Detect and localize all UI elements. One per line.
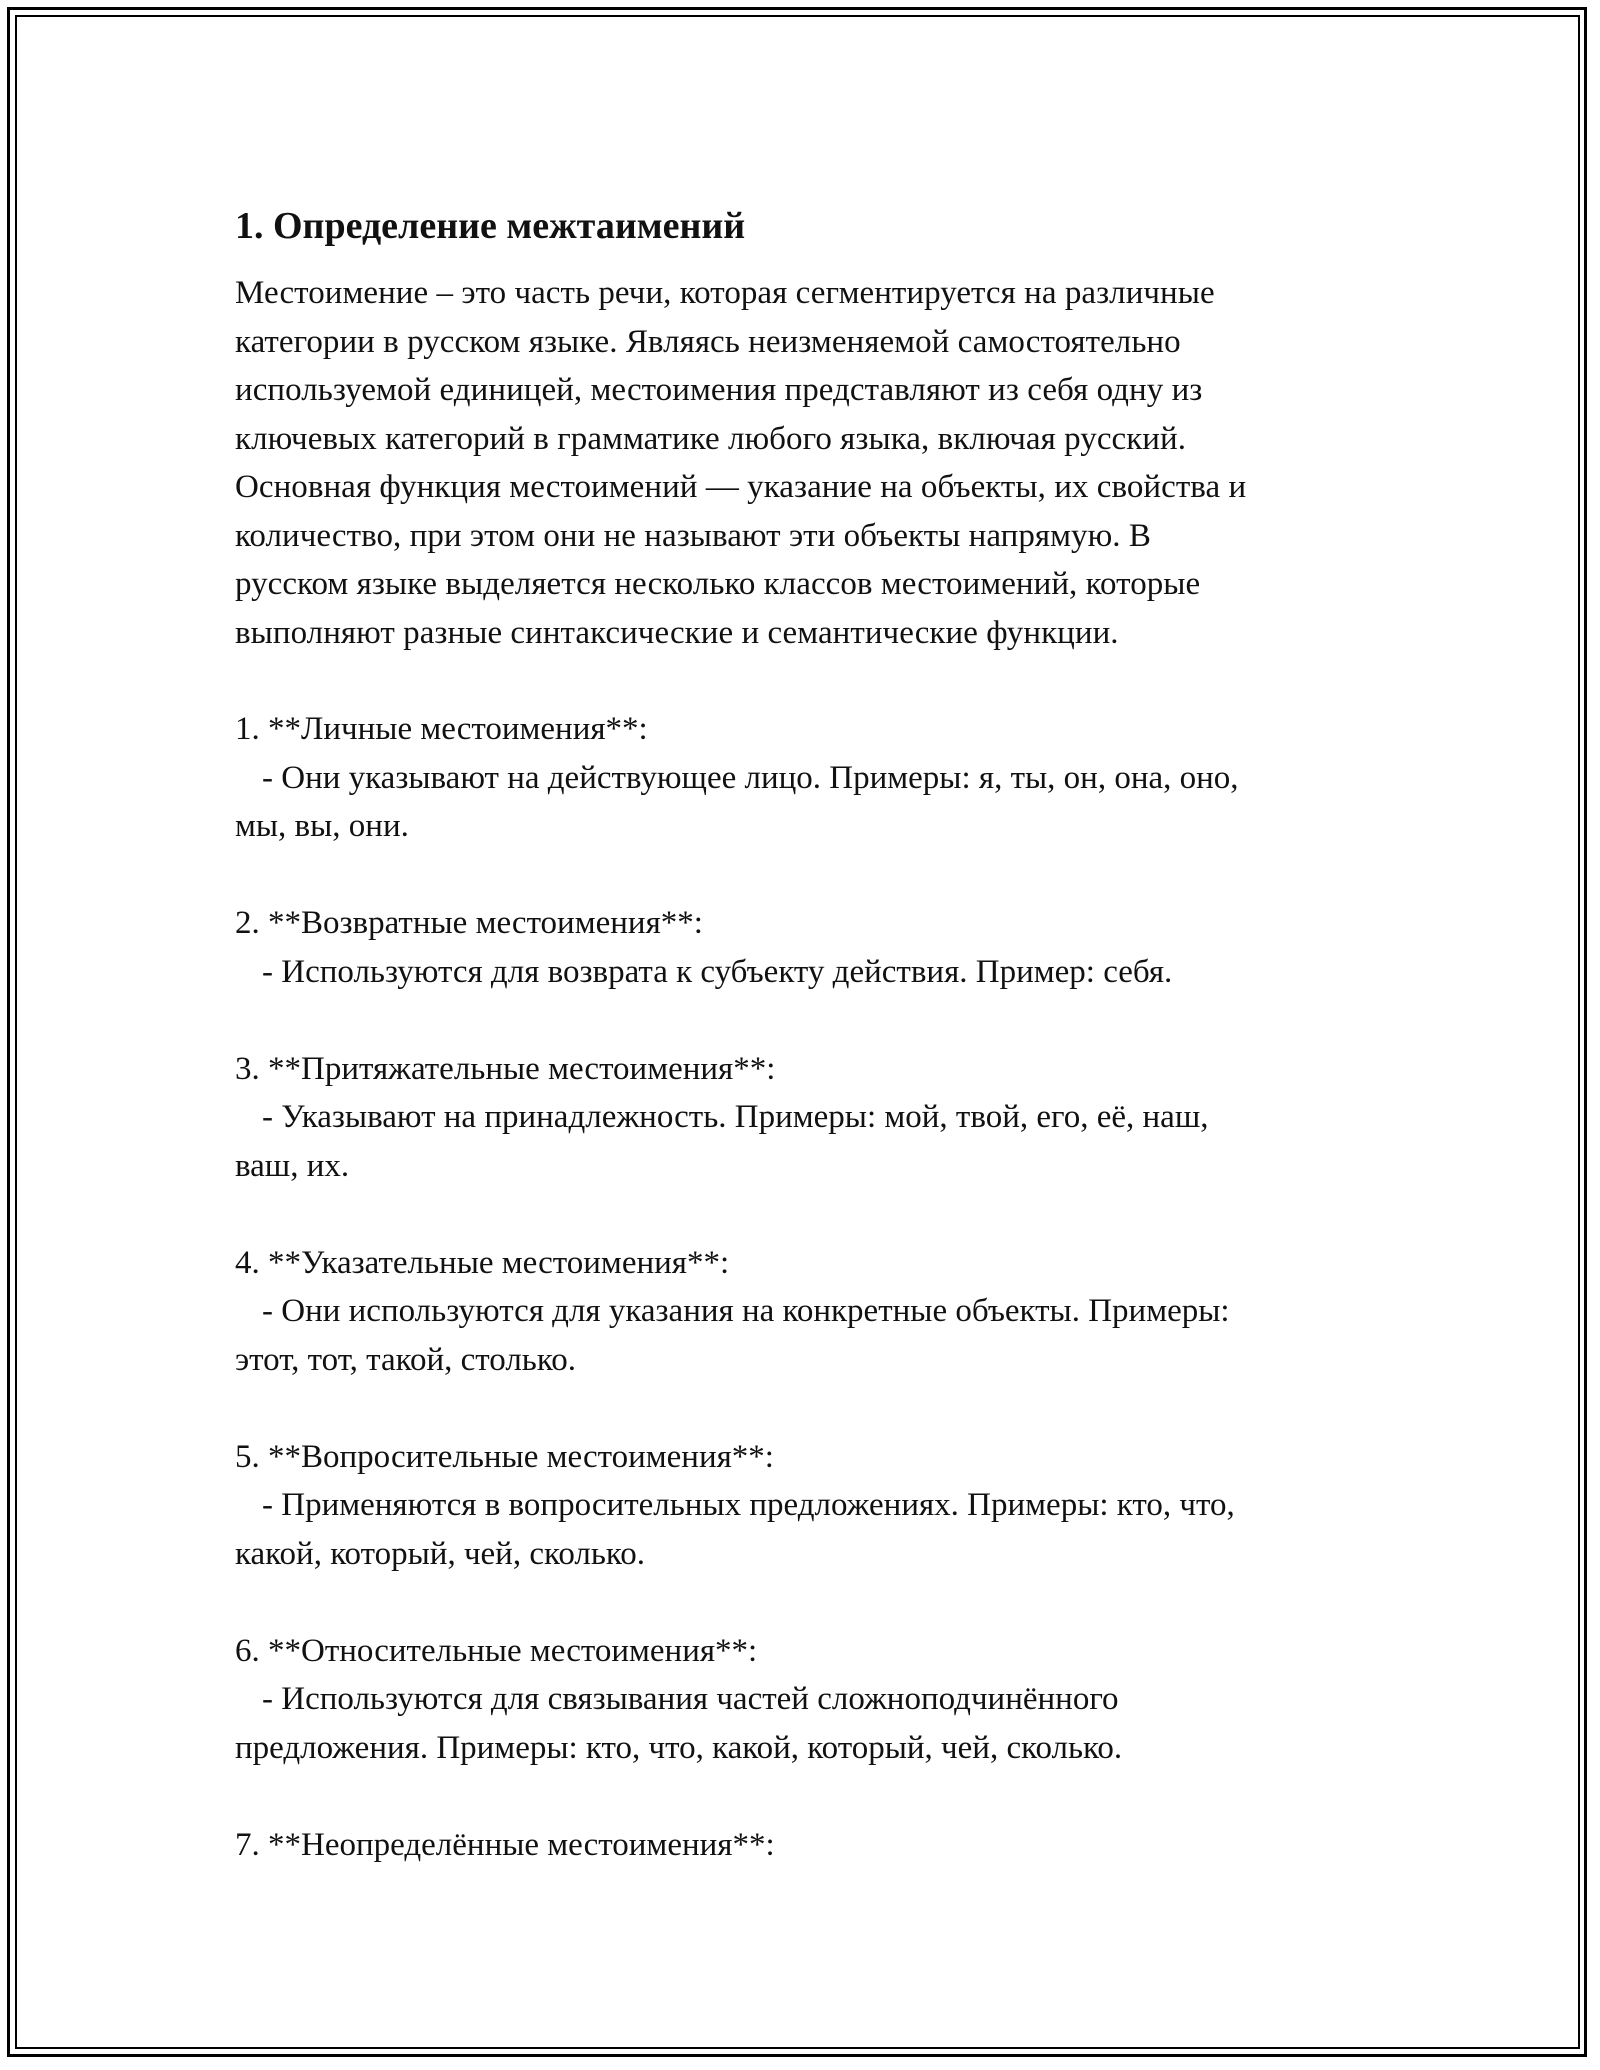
item-description: - Они используются для указания на конкретные объекты. Примеры: <box>262 1293 1230 1329</box>
list-item <box>235 899 1385 996</box>
item-description: - Используются для связывания частей сложноподчинённого <box>262 1681 1119 1717</box>
intro-line: Местоимение – это часть речи, которая сегментируется на различные <box>235 275 1215 311</box>
item-title: 2. **Возвратные местоимения**: <box>235 905 703 941</box>
item-description-continued: мы, вы, они. <box>235 808 409 844</box>
section-heading: 1. Определение межтаимений <box>235 205 746 247</box>
item-description-continued: ваш, их. <box>235 1147 350 1184</box>
item-title: 7. **Неопределённые местоимения**: <box>235 1826 775 1863</box>
list-item <box>235 1045 1385 1191</box>
intro-line: используемой единицей, местоимения представляют из себя одну из <box>235 372 1203 408</box>
item-title: 3. **Притяжательные местоимения**: <box>235 1050 776 1087</box>
item-description: - Применяются в вопросительных предложениях. Примеры: кто, что, <box>262 1487 1235 1523</box>
intro-line: ключевых категорий в грамматике любого языка, включая русский. <box>235 420 1187 457</box>
list-item <box>235 1627 1385 1773</box>
intro-line: количество, при этом они не называют эти объекты напрямую. В <box>235 517 1151 554</box>
item-description: - Используются для возврата к субъекту действия. Пример: себя. <box>262 953 1173 990</box>
intro-line: русском языке выделяется несколько классов местоимений, которые <box>235 566 1201 602</box>
item-description-continued: какой, который, чей, сколько. <box>235 1535 646 1572</box>
pronoun-class-list <box>235 705 1385 1869</box>
intro-line: категории в русском языке. Являясь неизменяемой самостоятельно <box>235 323 1181 360</box>
item-description: - Указывают на принадлежность. Примеры: мой, твой, его, её, наш, <box>262 1099 1209 1135</box>
intro-paragraph <box>235 269 1385 657</box>
item-title: 1. **Личные местоимения**: <box>235 711 648 747</box>
item-title: 5. **Вопросительные местоимения**: <box>235 1438 774 1475</box>
intro-line: Основная функция местоимений — указание на объекты, их свойства и <box>235 469 1247 505</box>
item-description: - Они указывают на действующее лицо. Примеры: я, ты, он, она, оно, <box>262 759 1239 796</box>
list-item <box>235 1239 1385 1385</box>
list-item <box>235 705 1385 851</box>
document-body <box>235 180 1385 1918</box>
intro-line: выполняют разные синтаксические и семантические функции. <box>235 614 1119 651</box>
item-title: 4. **Указательные местоимения**: <box>235 1244 730 1281</box>
list-item <box>235 1821 1385 1870</box>
list-item <box>235 1433 1385 1579</box>
item-description-continued: предложения. Примеры: кто, что, какой, который, чей, сколько. <box>235 1729 1123 1766</box>
item-description-continued: этот, тот, такой, столько. <box>235 1341 576 1378</box>
item-title: 6. **Относительные местоимения**: <box>235 1632 758 1669</box>
